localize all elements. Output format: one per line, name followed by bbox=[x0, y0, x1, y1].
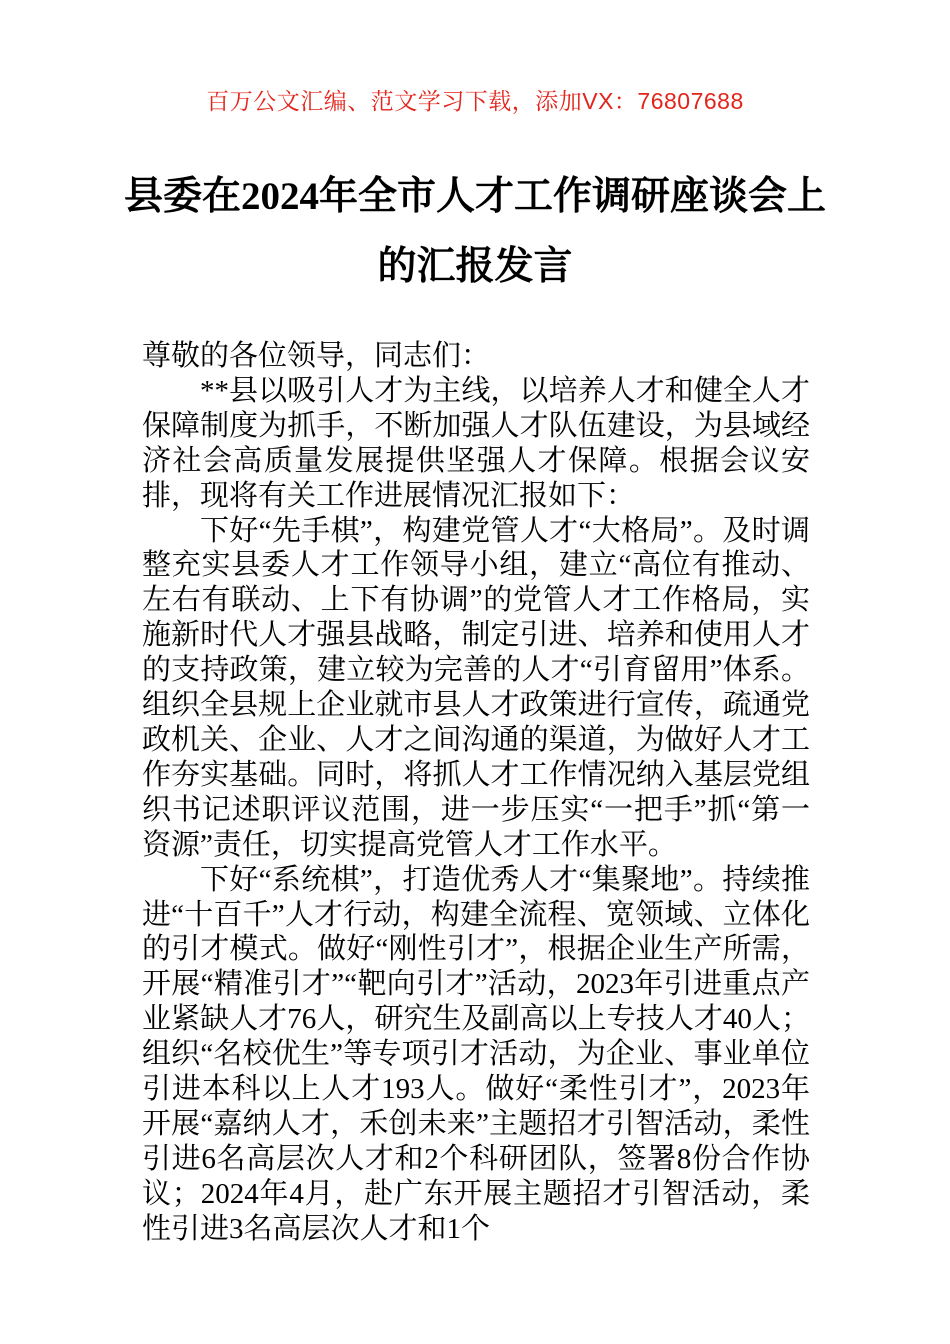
body-paragraph-first-point: 下好“先手棋”，构建党管人才“大格局”。及时调整充实县委人才工作领导小组，建立“高位有推动、左右有联动、上下有协调”的党管人才工作格局，实施新时代人才强县战略，制定引进、培养和使用人才的支持政策，建立较为完善的人才“引育留用”体系。组织全县规上企业就市县人才政策进行宣传，疏通党政机关、企业、人才之间沟通的渠道，为做好人才工作夯实基础。同时，将抓人才工作情况纳入基层党组织书记述职评议范围，进一步压实“一把手”抓“第一资源”责任，切实提高党管人才工作水平。 bbox=[142, 514, 810, 861]
document-title bbox=[0, 162, 950, 302]
document-body bbox=[142, 339, 810, 1247]
salutation-paragraph: 尊敬的各位领导，同志们： bbox=[142, 340, 491, 372]
promo-banner-text: 百万公文汇编、范文学习下载，添加VX：76807688 bbox=[206, 88, 744, 114]
document-title-line-1: 县委在2024年全市人才工作调研座谈会上 bbox=[123, 175, 826, 218]
body-paragraph-intro: **县以吸引人才为主线，以培养人才和健全人才保障制度为抓手，不断加强人才队伍建设，为县域经济社会高质量发展提供坚强人才保障。根据会议安排，现将有关工作进展情况汇报如下： bbox=[142, 374, 810, 512]
document-title-line-2: 的汇报发言 bbox=[377, 245, 573, 288]
body-paragraph-second-point: 下好“系统棋”，打造优秀人才“集聚地”。持续推进“十百千”人才行动，构建全流程、宽领域、立体化的引才模式。做好“刚性引才”，根据企业生产所需，开展“精准引才”“靶向引才”活动，2023年引进重点产业紧缺人才76人，研究生及副高以上专技人才40人；组织“名校优生”等专项引才活动，为企业、事业单位引进本科以上人才193人。做好“柔性引才”，2023年开展“嘉纳人才，禾创未来”主题招才引智活动，柔性引进6名高层次人才和2个科研团队，签署8份合作协议；2024年4月，赴广东开展主题招才引智活动，柔性引进3名高层次人才和1个 bbox=[142, 863, 810, 1245]
